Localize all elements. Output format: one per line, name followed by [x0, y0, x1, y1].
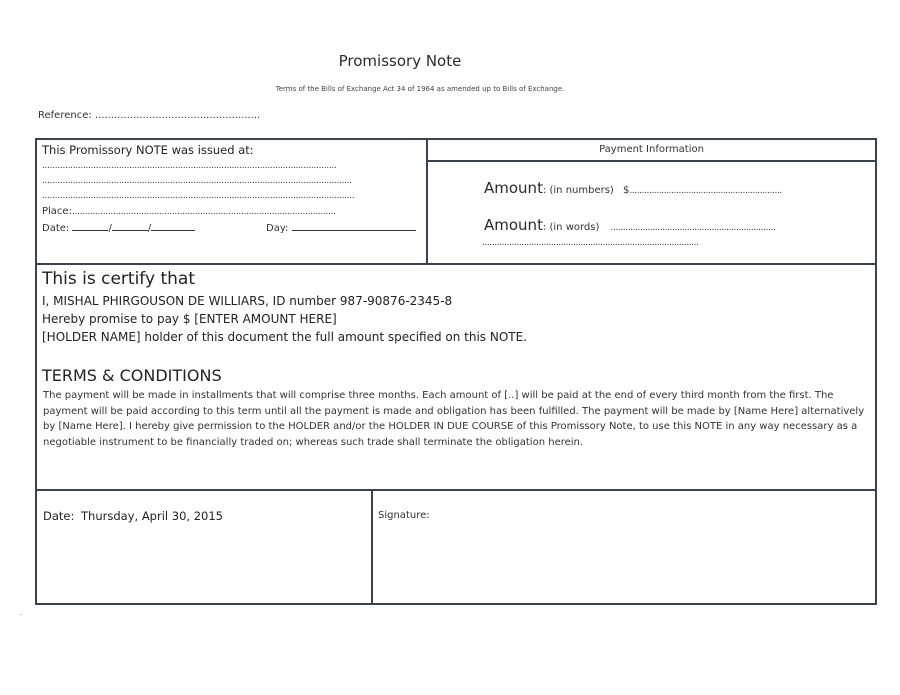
issued-section [35, 138, 428, 265]
document-title: Promissory Note [338, 52, 462, 70]
amount-words-sub: : (in words) [542, 222, 600, 233]
footer-date-value: Thursday, April 30, 2015 [81, 509, 223, 523]
reference-line [38, 110, 260, 121]
reference-label: Reference: [38, 110, 92, 121]
place-label: Place: [42, 206, 72, 217]
day-blank [292, 220, 416, 231]
payment-section [426, 138, 877, 265]
day-label: Day: [266, 223, 289, 234]
certify-title: This is certify that [42, 269, 195, 289]
date-month-blank [112, 220, 148, 231]
date-separator-1: / [108, 223, 112, 234]
place-line [42, 206, 336, 217]
amount-numbers-sub: : (in numbers) [542, 185, 614, 196]
certify-line-3: [HOLDER NAME] holder of this document the full amount specified on this NOTE. [42, 330, 528, 344]
certify-line-2: Hereby promise to pay $ [ENTER AMOUNT HERE] [42, 312, 337, 326]
amount-numbers-dots: .............................................................. [629, 186, 782, 196]
amount-words-label: Amount [484, 216, 543, 234]
amount-words-dots: ................................................................... [610, 223, 776, 233]
reference-dots: .................................................... [94, 110, 261, 121]
date-line [42, 220, 195, 234]
amount-numbers-row [484, 178, 782, 197]
terms-body: The payment will be made in installments that will comprise three months. Each amount of [..] will be paid at the end of every third month from the first. The payment will be paid according to this term until all the payment is made and obligation has been fulfilled. The payment will be made by [Name Here] alternatively by [Name Here]. I hereby give permission to the HOLDER and/or the HOLDER IN DUE COURSE of this Promissory Note, to use this NOTE in any way necessary as a negotiable instrument to be financially traded on; whereas such trade shall terminate the obligation herein. [43, 390, 865, 448]
day-line [266, 220, 416, 234]
amount-numbers-label: Amount [484, 179, 543, 197]
certify-line-1: I, MISHAL PHIRGOUSON DE WILLIARS, ID number 987-90876-2345-8 [42, 294, 453, 308]
dollar-sign: $ [622, 185, 630, 196]
issued-line-3: .......................................................................................................................... [42, 191, 355, 201]
date-day-blank [72, 220, 108, 231]
issued-label: This Promissory NOTE was issued at: [42, 143, 254, 157]
payment-header: Payment Information [428, 140, 875, 162]
terms-title: TERMS & CONDITIONS [42, 366, 222, 385]
stray-mark: . [20, 608, 23, 617]
date-section [35, 489, 373, 605]
amount-words-row [484, 215, 775, 234]
issued-line-2: ......................................................................................................................... [42, 176, 352, 186]
certify-section [35, 263, 877, 491]
date-year-blank [151, 220, 195, 231]
amount-words-dots-2: ........................................................................................ [482, 238, 699, 248]
issued-line-1: ................................................................................................................... [42, 161, 337, 171]
issued-date-label: Date: [42, 223, 70, 234]
footer-date-row [43, 509, 223, 523]
footer-date-label: Date: [43, 509, 75, 523]
place-dots: ....................................................................................................... [71, 207, 336, 217]
date-separator-2: / [147, 223, 152, 234]
document-subtitle: Terms of the Bills of Exchange Act 34 of 1964 as amended up to Bills of Exchange. [275, 85, 565, 93]
signature-label: Signature: [378, 510, 430, 521]
signature-section [371, 489, 877, 605]
